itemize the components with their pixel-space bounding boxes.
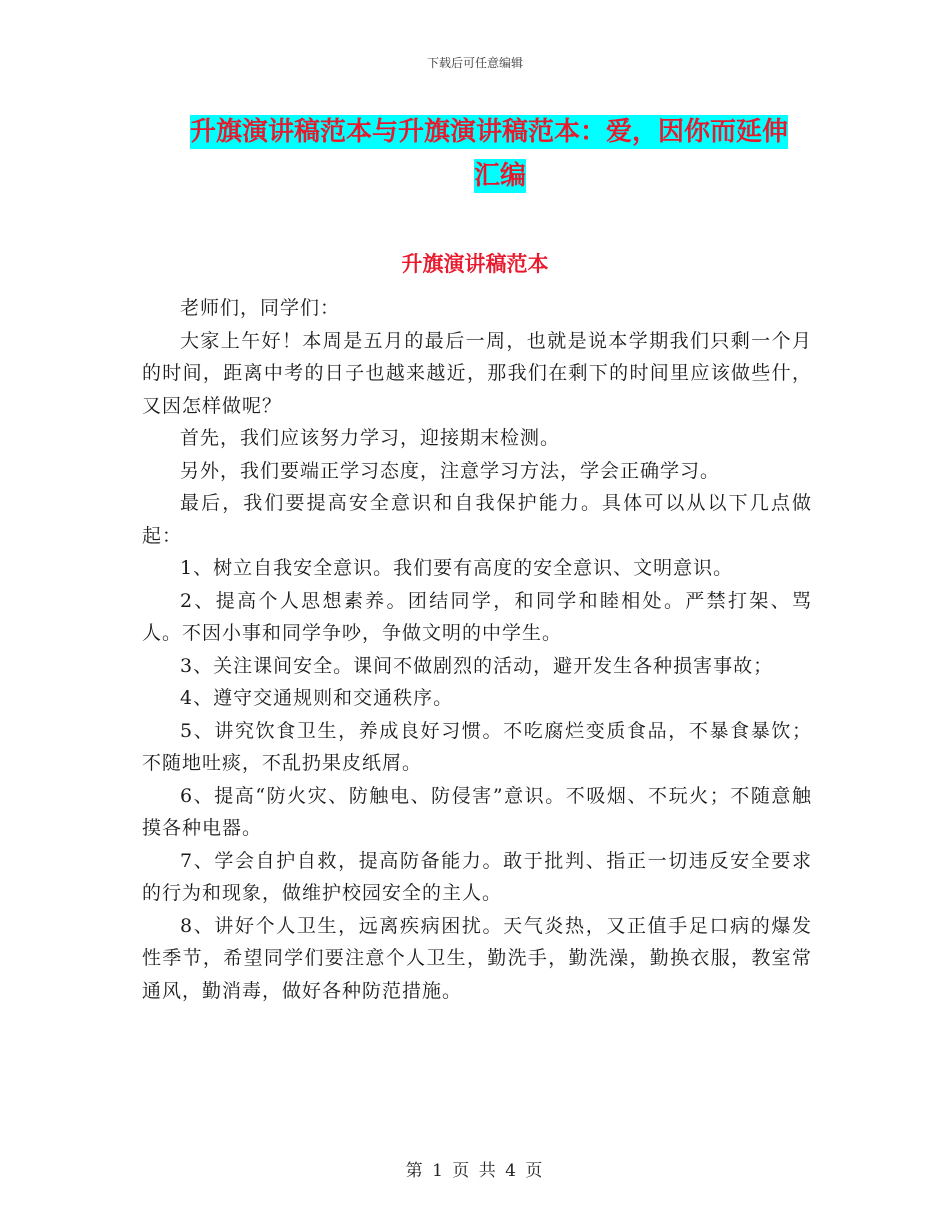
list-item: 5、讲究饮食卫生，养成良好习惯。不吃腐烂变质食品，不暴食暴饮；不随地吐痰，不乱扔果皮纸屑。 (142, 719, 812, 774)
document-title-line-1: 升旗演讲稿范本与升旗演讲稿范本：爱，因你而延伸 (190, 117, 789, 147)
header-note: 下载后可任意编辑 (426, 56, 523, 70)
list-item: 1、树立自我安全意识。我们要有高度的安全意识、文明意识。 (180, 557, 734, 579)
list-item: 6、提高“防火灾、防触电、防侵害”意识。不吸烟、不玩火；不随意触摸各种电器。 (142, 784, 812, 839)
paragraph: 另外，我们要端正学习态度，注意学习方法，学会正确学习。 (180, 459, 721, 482)
list-item: 2、提高个人思想素养。团结同学，和同学和睦相处。严禁打架、骂人。不因小事和同学争吵，争做文明的中学生。 (142, 589, 812, 644)
paragraph-salutation: 老师们，同学们： (180, 297, 341, 319)
document-body (142, 292, 812, 1007)
document-title (190, 110, 810, 198)
list-item: 4、遵守交通规则和交通秩序。 (180, 687, 454, 709)
document-title-line-2: 汇编 (473, 161, 526, 191)
page-number-footer: 第 1 页 共 4 页 (405, 1161, 545, 1181)
paragraph: 最后，我们要提高安全意识和自我保护能力。具体可以从以下几点做起： (142, 492, 812, 547)
paragraph: 首先，我们应该努力学习，迎接期末检测。 (180, 427, 561, 449)
section-title: 升旗演讲稿范本 (401, 252, 549, 276)
list-item: 8、讲好个人卫生，远离疾病困扰。天气炎热，又正值手足口病的爆发性季节，希望同学们要注意个人卫生，勤洗手，勤洗澡，勤换衣服，教室常通风，勤消毒，做好各种防范措施。 (142, 914, 812, 1002)
list-item: 7、学会自护自救，提高防备能力。敢于批判、指正一切违反安全要求的行为和现象，做维护校园安全的主人。 (142, 849, 812, 904)
paragraph: 大家上午好！本周是五月的最后一周，也就是说本学期我们只剩一个月的时间，距离中考的日子也越来越近，那我们在剩下的时间里应该做些什，又因怎样做呢？ (142, 329, 812, 417)
list-item: 3、关注课间安全。课间不做剧烈的活动，避开发生各种损害事故； (180, 654, 774, 677)
